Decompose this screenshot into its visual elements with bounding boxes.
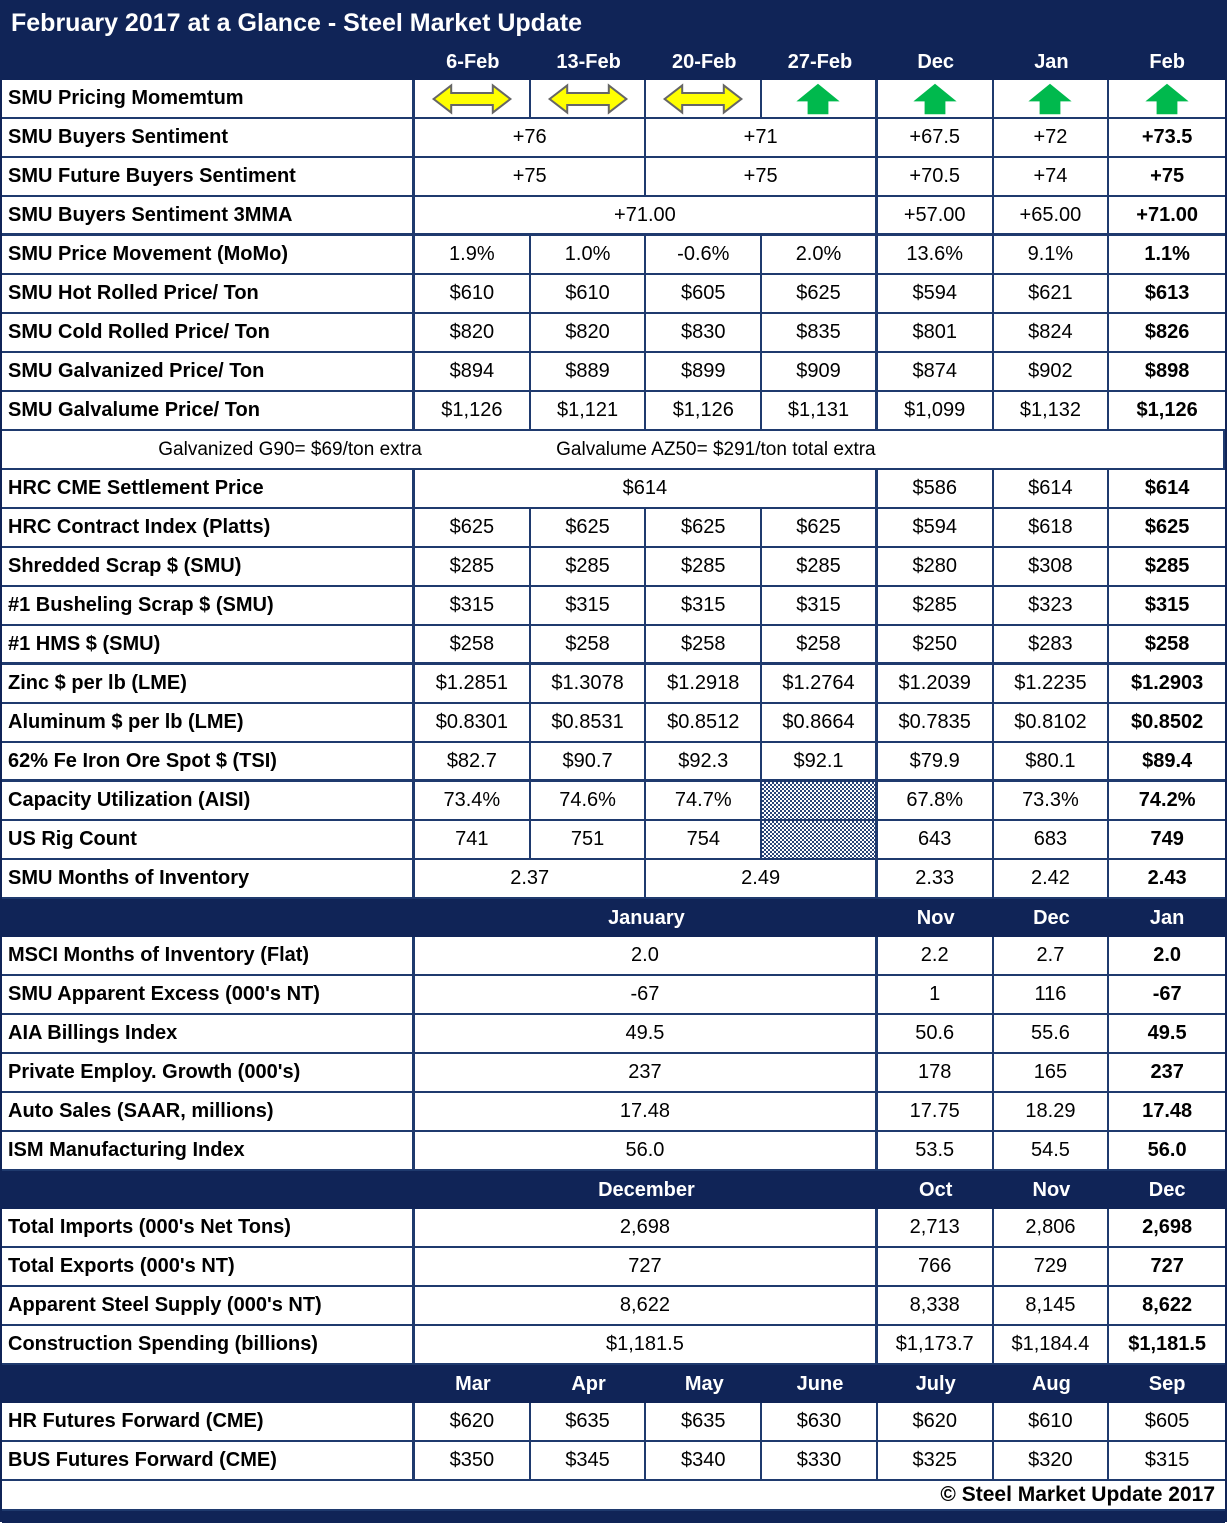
shredded-scrap-value-1: $285 bbox=[531, 548, 647, 587]
smu-galvanized-price-value-0: $894 bbox=[415, 353, 531, 392]
row-label-smu-cold-rolled-price: SMU Cold Rolled Price/ Ton bbox=[2, 314, 415, 353]
smu-price-movement-value-0: 1.9% bbox=[415, 236, 531, 275]
shredded-scrap-value-4: $280 bbox=[878, 548, 994, 587]
msci-months-of-inventory-value-3: 2.0 bbox=[1109, 937, 1225, 976]
hrc-contract-index bbox=[2, 509, 1225, 548]
hrc-contract-index-value-2: $625 bbox=[646, 509, 762, 548]
auto-sales-value-0: 17.48 bbox=[415, 1093, 878, 1132]
busheling-scrap-value-0: $315 bbox=[415, 587, 531, 626]
aluminum-lme-value-5: $0.8102 bbox=[994, 704, 1110, 743]
smu-galvalume-price-value-2: $1,126 bbox=[646, 392, 762, 431]
smu-cold-rolled-price-value-3: $835 bbox=[762, 314, 878, 353]
smu-galvalume-price-value-1: $1,121 bbox=[531, 392, 647, 431]
smu-hot-rolled-price-value-6: $613 bbox=[1109, 275, 1225, 314]
zinc-lme-value-5: $1.2235 bbox=[994, 665, 1110, 704]
smu-buyers-sentiment-value-1: +71 bbox=[646, 119, 877, 158]
futures-month-header bbox=[2, 1365, 1225, 1403]
bus-futures-forward-value-5: $320 bbox=[994, 1442, 1110, 1481]
row-label-auto-sales: Auto Sales (SAAR, millions) bbox=[2, 1093, 415, 1132]
us-rig-count-value-2: 754 bbox=[646, 821, 762, 860]
hms-scrap-value-4: $250 bbox=[878, 626, 994, 665]
row-label-smu-apparent-excess: SMU Apparent Excess (000's NT) bbox=[2, 976, 415, 1015]
us-rig-count-value-5: 683 bbox=[994, 821, 1110, 860]
momentum-cell-6 bbox=[1109, 80, 1225, 119]
row-label-construction-spending: Construction Spending (billions) bbox=[2, 1326, 415, 1365]
smu-price-movement-value-1: 1.0% bbox=[531, 236, 647, 275]
row-label-hms-scrap: #1 HMS $ (SMU) bbox=[2, 626, 415, 665]
smu-price-movement-value-5: 9.1% bbox=[994, 236, 1110, 275]
aia-billings-index-value-2: 55.6 bbox=[994, 1015, 1110, 1054]
bus-futures-forward-value-6: $315 bbox=[1109, 1442, 1225, 1481]
msci-months-of-inventory-value-0: 2.0 bbox=[415, 937, 878, 976]
row-label-total-imports: Total Imports (000's Net Tons) bbox=[2, 1209, 415, 1248]
row-label-ism-manufacturing-index: ISM Manufacturing Index bbox=[2, 1132, 415, 1171]
smu-buyers-sentiment-value-0: +76 bbox=[415, 119, 646, 158]
total-exports-value-3: 727 bbox=[1109, 1248, 1225, 1287]
private-employment-growth-value-1: 178 bbox=[878, 1054, 994, 1093]
futures-month-header-cell-0 bbox=[2, 1365, 415, 1403]
us-rig-count-value-4: 643 bbox=[878, 821, 994, 860]
smu-buyers-sentiment-3mma-value-3: +71.00 bbox=[1109, 197, 1225, 236]
aia-billings-index-value-3: 49.5 bbox=[1109, 1015, 1225, 1054]
smu-hot-rolled-price-value-3: $625 bbox=[762, 275, 878, 314]
smu-apparent-excess-value-3: -67 bbox=[1109, 976, 1225, 1015]
hms-scrap bbox=[2, 626, 1225, 665]
construction-spending-value-1: $1,173.7 bbox=[878, 1326, 994, 1365]
row-label-bus-futures-forward: BUS Futures Forward (CME) bbox=[2, 1442, 415, 1481]
private-employment-growth-value-0: 237 bbox=[415, 1054, 878, 1093]
smu-galvalume-price bbox=[2, 392, 1225, 431]
column-header-weekly-cell-1: 6-Feb bbox=[415, 44, 531, 80]
auto-sales-value-3: 17.48 bbox=[1109, 1093, 1225, 1132]
auto-sales bbox=[2, 1093, 1225, 1132]
january-section-header-cell-2: Nov bbox=[878, 899, 994, 937]
smu-future-buyers-sentiment-value-3: +74 bbox=[994, 158, 1110, 197]
bus-futures-forward-value-1: $345 bbox=[531, 1442, 647, 1481]
hr-futures-forward bbox=[2, 1403, 1225, 1442]
smu-buyers-sentiment-3mma-value-0: +71.00 bbox=[415, 197, 878, 236]
busheling-scrap-value-6: $315 bbox=[1109, 587, 1225, 626]
smu-hot-rolled-price-value-0: $610 bbox=[415, 275, 531, 314]
capacity-utilization bbox=[2, 782, 1225, 821]
smu-future-buyers-sentiment-value-4: +75 bbox=[1109, 158, 1225, 197]
column-header-weekly-cell-2: 13-Feb bbox=[531, 44, 647, 80]
smu-galvalume-price-value-3: $1,131 bbox=[762, 392, 878, 431]
row-label-aia-billings-index: AIA Billings Index bbox=[2, 1015, 415, 1054]
total-imports-value-2: 2,806 bbox=[994, 1209, 1110, 1248]
total-imports-value-0: 2,698 bbox=[415, 1209, 878, 1248]
row-label-capacity-utilization: Capacity Utilization (AISI) bbox=[2, 782, 415, 821]
extras-note bbox=[2, 431, 1225, 470]
aluminum-lme-value-6: $0.8502 bbox=[1109, 704, 1225, 743]
total-exports-value-2: 729 bbox=[994, 1248, 1110, 1287]
hrc-cme-settlement-price-value-3: $614 bbox=[1109, 470, 1225, 509]
january-section-header-cell-0 bbox=[2, 899, 415, 937]
table-rows bbox=[2, 44, 1225, 1511]
column-header-weekly bbox=[2, 44, 1225, 80]
zinc-lme bbox=[2, 665, 1225, 704]
total-imports-value-1: 2,713 bbox=[878, 1209, 994, 1248]
smu-galvanized-price-value-5: $902 bbox=[994, 353, 1110, 392]
up-arrow-icon bbox=[1141, 83, 1193, 115]
row-label-smu-buyers-sentiment: SMU Buyers Sentiment bbox=[2, 119, 415, 158]
left-right-arrow-icon bbox=[661, 83, 745, 115]
left-right-arrow-icon bbox=[546, 83, 630, 115]
futures-month-header-cell-5: July bbox=[878, 1365, 994, 1403]
smu-months-of-inventory-value-4: 2.43 bbox=[1109, 860, 1225, 899]
apparent-steel-supply-value-2: 8,145 bbox=[994, 1287, 1110, 1326]
december-section-header-cell-4: Dec bbox=[1109, 1171, 1225, 1209]
shredded-scrap-value-2: $285 bbox=[646, 548, 762, 587]
row-label-hrc-cme-settlement-price: HRC CME Settlement Price bbox=[2, 470, 415, 509]
smu-months-of-inventory-value-0: 2.37 bbox=[415, 860, 646, 899]
aluminum-lme-value-0: $0.8301 bbox=[415, 704, 531, 743]
row-label-total-exports: Total Exports (000's NT) bbox=[2, 1248, 415, 1287]
iron-ore-spot-value-1: $90.7 bbox=[531, 743, 647, 782]
smu-cold-rolled-price-value-4: $801 bbox=[878, 314, 994, 353]
aluminum-lme-value-1: $0.8531 bbox=[531, 704, 647, 743]
smu-cold-rolled-price-value-2: $830 bbox=[646, 314, 762, 353]
private-employment-growth-value-2: 165 bbox=[994, 1054, 1110, 1093]
hr-futures-forward-value-3: $630 bbox=[762, 1403, 878, 1442]
ism-manufacturing-index-value-1: 53.5 bbox=[878, 1132, 994, 1171]
row-label-msci-months-of-inventory: MSCI Months of Inventory (Flat) bbox=[2, 937, 415, 976]
ism-manufacturing-index-value-0: 56.0 bbox=[415, 1132, 878, 1171]
us-rig-count bbox=[2, 821, 1225, 860]
row-label-smu-galvalume-price: SMU Galvalume Price/ Ton bbox=[2, 392, 415, 431]
iron-ore-spot-value-0: $82.7 bbox=[415, 743, 531, 782]
hms-scrap-value-1: $258 bbox=[531, 626, 647, 665]
ism-manufacturing-index-value-2: 54.5 bbox=[994, 1132, 1110, 1171]
row-label-smu-buyers-sentiment-3mma: SMU Buyers Sentiment 3MMA bbox=[2, 197, 415, 236]
smu-future-buyers-sentiment-value-1: +75 bbox=[646, 158, 877, 197]
up-arrow-icon bbox=[909, 83, 961, 115]
msci-months-of-inventory-value-2: 2.7 bbox=[994, 937, 1110, 976]
futures-month-header-cell-1: Mar bbox=[415, 1365, 531, 1403]
momentum-cell-0 bbox=[415, 80, 531, 119]
column-header-weekly-cell-5: Dec bbox=[878, 44, 994, 80]
smu-galvalume-price-value-0: $1,126 bbox=[415, 392, 531, 431]
row-label-smu-hot-rolled-price: SMU Hot Rolled Price/ Ton bbox=[2, 275, 415, 314]
bus-futures-forward-value-0: $350 bbox=[415, 1442, 531, 1481]
note-cell bbox=[2, 431, 1225, 470]
total-exports-value-1: 766 bbox=[878, 1248, 994, 1287]
smu-months-of-inventory-value-3: 2.42 bbox=[994, 860, 1110, 899]
hms-scrap-value-6: $258 bbox=[1109, 626, 1225, 665]
construction-spending-value-2: $1,184.4 bbox=[994, 1326, 1110, 1365]
us-rig-count-value-0: 741 bbox=[415, 821, 531, 860]
aia-billings-index bbox=[2, 1015, 1225, 1054]
smu-galvalume-price-value-6: $1,126 bbox=[1109, 392, 1225, 431]
smu-future-buyers-sentiment-value-0: +75 bbox=[415, 158, 646, 197]
zinc-lme-value-2: $1.2918 bbox=[646, 665, 762, 704]
row-label-smu-pricing-momentum: SMU Pricing Momemtum bbox=[2, 80, 415, 119]
futures-month-header-cell-3: May bbox=[646, 1365, 762, 1403]
smu-hot-rolled-price-value-4: $594 bbox=[878, 275, 994, 314]
column-header-weekly-cell-4: 27-Feb bbox=[762, 44, 878, 80]
apparent-steel-supply-value-0: 8,622 bbox=[415, 1287, 878, 1326]
smu-price-movement-value-4: 13.6% bbox=[878, 236, 994, 275]
futures-month-header-cell-4: June bbox=[762, 1365, 878, 1403]
ism-manufacturing-index bbox=[2, 1132, 1225, 1171]
page-title: February 2017 at a Glance - Steel Market Update bbox=[2, 0, 1225, 44]
row-label-hrc-contract-index: HRC Contract Index (Platts) bbox=[2, 509, 415, 548]
construction-spending bbox=[2, 1326, 1225, 1365]
december-section-header bbox=[2, 1171, 1225, 1209]
construction-spending-value-0: $1,181.5 bbox=[415, 1326, 878, 1365]
smu-cold-rolled-price-value-6: $826 bbox=[1109, 314, 1225, 353]
hrc-contract-index-value-1: $625 bbox=[531, 509, 647, 548]
busheling-scrap-value-5: $323 bbox=[994, 587, 1110, 626]
iron-ore-spot bbox=[2, 743, 1225, 782]
iron-ore-spot-value-6: $89.4 bbox=[1109, 743, 1225, 782]
momentum-cell-1 bbox=[531, 80, 647, 119]
smu-buyers-sentiment-value-2: +67.5 bbox=[878, 119, 994, 158]
smu-galvanized-price bbox=[2, 353, 1225, 392]
aia-billings-index-value-0: 49.5 bbox=[415, 1015, 878, 1054]
momentum-cell-2 bbox=[646, 80, 762, 119]
smu-hot-rolled-price-value-5: $621 bbox=[994, 275, 1110, 314]
december-section-header-cell-1: December bbox=[415, 1171, 878, 1209]
smu-price-movement-value-2: -0.6% bbox=[646, 236, 762, 275]
row-label-zinc-lme: Zinc $ per lb (LME) bbox=[2, 665, 415, 704]
smu-galvanized-price-value-4: $874 bbox=[878, 353, 994, 392]
smu-apparent-excess bbox=[2, 976, 1225, 1015]
total-exports bbox=[2, 1248, 1225, 1287]
hrc-cme-settlement-price-value-2: $614 bbox=[994, 470, 1110, 509]
december-section-header-cell-3: Nov bbox=[994, 1171, 1110, 1209]
smu-apparent-excess-value-2: 116 bbox=[994, 976, 1110, 1015]
hr-futures-forward-value-4: $620 bbox=[878, 1403, 994, 1442]
total-exports-value-0: 727 bbox=[415, 1248, 878, 1287]
hrc-contract-index-value-4: $594 bbox=[878, 509, 994, 548]
hr-futures-forward-value-0: $620 bbox=[415, 1403, 531, 1442]
capacity-utilization-value-1: 74.6% bbox=[531, 782, 647, 821]
busheling-scrap-value-2: $315 bbox=[646, 587, 762, 626]
iron-ore-spot-value-2: $92.3 bbox=[646, 743, 762, 782]
december-section-header-cell-0 bbox=[2, 1171, 415, 1209]
column-header-weekly-cell-0 bbox=[2, 44, 415, 80]
construction-spending-value-3: $1,181.5 bbox=[1109, 1326, 1225, 1365]
smu-apparent-excess-value-1: 1 bbox=[878, 976, 994, 1015]
hrc-contract-index-value-3: $625 bbox=[762, 509, 878, 548]
busheling-scrap-value-1: $315 bbox=[531, 587, 647, 626]
row-label-aluminum-lme: Aluminum $ per lb (LME) bbox=[2, 704, 415, 743]
row-label-smu-galvanized-price: SMU Galvanized Price/ Ton bbox=[2, 353, 415, 392]
zinc-lme-value-4: $1.2039 bbox=[878, 665, 994, 704]
capacity-utilization-value-6: 74.2% bbox=[1109, 782, 1225, 821]
row-label-apparent-steel-supply: Apparent Steel Supply (000's NT) bbox=[2, 1287, 415, 1326]
aia-billings-index-value-1: 50.6 bbox=[878, 1015, 994, 1054]
us-rig-count-value-3 bbox=[762, 821, 878, 860]
aluminum-lme-value-3: $0.8664 bbox=[762, 704, 878, 743]
private-employment-growth bbox=[2, 1054, 1225, 1093]
row-label-shredded-scrap: Shredded Scrap $ (SMU) bbox=[2, 548, 415, 587]
up-arrow-icon bbox=[792, 83, 844, 115]
shredded-scrap-value-3: $285 bbox=[762, 548, 878, 587]
hr-futures-forward-value-6: $605 bbox=[1109, 1403, 1225, 1442]
aluminum-lme-value-2: $0.8512 bbox=[646, 704, 762, 743]
row-label-iron-ore-spot: 62% Fe Iron Ore Spot $ (TSI) bbox=[2, 743, 415, 782]
column-header-weekly-cell-7: Feb bbox=[1109, 44, 1225, 80]
capacity-utilization-value-4: 67.8% bbox=[878, 782, 994, 821]
aluminum-lme-value-4: $0.7835 bbox=[878, 704, 994, 743]
bus-futures-forward bbox=[2, 1442, 1225, 1481]
capacity-utilization-value-0: 73.4% bbox=[415, 782, 531, 821]
shredded-scrap bbox=[2, 548, 1225, 587]
smu-galvanized-price-value-1: $889 bbox=[531, 353, 647, 392]
row-label-hr-futures-forward: HR Futures Forward (CME) bbox=[2, 1403, 415, 1442]
apparent-steel-supply-value-1: 8,338 bbox=[878, 1287, 994, 1326]
smu-pricing-momentum bbox=[2, 80, 1225, 119]
row-label-smu-price-movement: SMU Price Movement (MoMo) bbox=[2, 236, 415, 275]
futures-month-header-cell-7: Sep bbox=[1109, 1365, 1225, 1403]
bus-futures-forward-value-4: $325 bbox=[878, 1442, 994, 1481]
aluminum-lme bbox=[2, 704, 1225, 743]
hms-scrap-value-0: $258 bbox=[415, 626, 531, 665]
smu-galvanized-price-value-2: $899 bbox=[646, 353, 762, 392]
smu-galvanized-price-value-6: $898 bbox=[1109, 353, 1225, 392]
momentum-cell-5 bbox=[994, 80, 1110, 119]
iron-ore-spot-value-3: $92.1 bbox=[762, 743, 878, 782]
copyright-text: © Steel Market Update 2017 bbox=[2, 1481, 1225, 1511]
smu-hot-rolled-price-value-1: $610 bbox=[531, 275, 647, 314]
smu-buyers-sentiment-3mma bbox=[2, 197, 1225, 236]
shredded-scrap-value-5: $308 bbox=[994, 548, 1110, 587]
momentum-cell-3 bbox=[762, 80, 878, 119]
futures-month-header-cell-2: Apr bbox=[531, 1365, 647, 1403]
us-rig-count-value-1: 751 bbox=[531, 821, 647, 860]
smu-buyers-sentiment-3mma-value-2: +65.00 bbox=[994, 197, 1110, 236]
smu-price-movement-value-6: 1.1% bbox=[1109, 236, 1225, 275]
bus-futures-forward-value-3: $330 bbox=[762, 1442, 878, 1481]
smu-galvanized-price-value-3: $909 bbox=[762, 353, 878, 392]
zinc-lme-value-0: $1.2851 bbox=[415, 665, 531, 704]
msci-months-of-inventory bbox=[2, 937, 1225, 976]
capacity-utilization-value-2: 74.7% bbox=[646, 782, 762, 821]
total-imports-value-3: 2,698 bbox=[1109, 1209, 1225, 1248]
smu-buyers-sentiment-3mma-value-1: +57.00 bbox=[878, 197, 994, 236]
momentum-cell-4 bbox=[878, 80, 994, 119]
iron-ore-spot-value-5: $80.1 bbox=[994, 743, 1110, 782]
smu-future-buyers-sentiment-value-2: +70.5 bbox=[878, 158, 994, 197]
january-section-header bbox=[2, 899, 1225, 937]
zinc-lme-value-6: $1.2903 bbox=[1109, 665, 1225, 704]
hr-futures-forward-value-5: $610 bbox=[994, 1403, 1110, 1442]
row-label-us-rig-count: US Rig Count bbox=[2, 821, 415, 860]
total-imports bbox=[2, 1209, 1225, 1248]
private-employment-growth-value-3: 237 bbox=[1109, 1054, 1225, 1093]
january-section-header-cell-3: Dec bbox=[994, 899, 1110, 937]
ism-manufacturing-index-value-3: 56.0 bbox=[1109, 1132, 1225, 1171]
auto-sales-value-2: 18.29 bbox=[994, 1093, 1110, 1132]
smu-cold-rolled-price-value-0: $820 bbox=[415, 314, 531, 353]
msci-months-of-inventory-value-1: 2.2 bbox=[878, 937, 994, 976]
column-header-weekly-cell-6: Jan bbox=[994, 44, 1110, 80]
hms-scrap-value-3: $258 bbox=[762, 626, 878, 665]
bottom-strip bbox=[2, 1511, 1225, 1523]
row-label-smu-months-of-inventory: SMU Months of Inventory bbox=[2, 860, 415, 899]
row-label-smu-future-buyers-sentiment: SMU Future Buyers Sentiment bbox=[2, 158, 415, 197]
smu-apparent-excess-value-0: -67 bbox=[415, 976, 878, 1015]
hrc-cme-settlement-price-value-0: $614 bbox=[415, 470, 878, 509]
zinc-lme-value-1: $1.3078 bbox=[531, 665, 647, 704]
hms-scrap-value-2: $258 bbox=[646, 626, 762, 665]
smu-buyers-sentiment-value-3: +72 bbox=[994, 119, 1110, 158]
january-section-header-cell-1: January bbox=[415, 899, 878, 937]
hr-futures-forward-value-2: $635 bbox=[646, 1403, 762, 1442]
zinc-lme-value-3: $1.2764 bbox=[762, 665, 878, 704]
smu-buyers-sentiment bbox=[2, 119, 1225, 158]
smu-months-of-inventory-value-1: 2.49 bbox=[646, 860, 877, 899]
iron-ore-spot-value-4: $79.9 bbox=[878, 743, 994, 782]
smu-cold-rolled-price bbox=[2, 314, 1225, 353]
smu-galvalume-price-value-5: $1,132 bbox=[994, 392, 1110, 431]
left-right-arrow-icon bbox=[430, 83, 514, 115]
row-label-busheling-scrap: #1 Busheling Scrap $ (SMU) bbox=[2, 587, 415, 626]
busheling-scrap bbox=[2, 587, 1225, 626]
smu-hot-rolled-price bbox=[2, 275, 1225, 314]
hr-futures-forward-value-1: $635 bbox=[531, 1403, 647, 1442]
hrc-contract-index-value-6: $625 bbox=[1109, 509, 1225, 548]
smu-buyers-sentiment-value-4: +73.5 bbox=[1109, 119, 1225, 158]
december-section-header-cell-2: Oct bbox=[878, 1171, 994, 1209]
shredded-scrap-value-6: $285 bbox=[1109, 548, 1225, 587]
hrc-cme-settlement-price-value-1: $586 bbox=[878, 470, 994, 509]
capacity-utilization-value-5: 73.3% bbox=[994, 782, 1110, 821]
futures-month-header-cell-6: Aug bbox=[994, 1365, 1110, 1403]
apparent-steel-supply-value-3: 8,622 bbox=[1109, 1287, 1225, 1326]
auto-sales-value-1: 17.75 bbox=[878, 1093, 994, 1132]
hrc-cme-settlement-price bbox=[2, 470, 1225, 509]
busheling-scrap-value-3: $315 bbox=[762, 587, 878, 626]
smu-galvalume-price-value-4: $1,099 bbox=[878, 392, 994, 431]
january-section-header-cell-4: Jan bbox=[1109, 899, 1225, 937]
capacity-utilization-value-3 bbox=[762, 782, 878, 821]
note-galvanized-extra: Galvanized G90= $69/ton extra bbox=[158, 438, 422, 460]
smu-price-movement-value-3: 2.0% bbox=[762, 236, 878, 275]
row-label-private-employment-growth: Private Employ. Growth (000's) bbox=[2, 1054, 415, 1093]
smu-months-of-inventory bbox=[2, 860, 1225, 899]
bus-futures-forward-value-2: $340 bbox=[646, 1442, 762, 1481]
smu-price-movement bbox=[2, 236, 1225, 275]
column-header-weekly-cell-3: 20-Feb bbox=[646, 44, 762, 80]
apparent-steel-supply bbox=[2, 1287, 1225, 1326]
hrc-contract-index-value-5: $618 bbox=[994, 509, 1110, 548]
hrc-contract-index-value-0: $625 bbox=[415, 509, 531, 548]
smu-future-buyers-sentiment bbox=[2, 158, 1225, 197]
shredded-scrap-value-0: $285 bbox=[415, 548, 531, 587]
hms-scrap-value-5: $283 bbox=[994, 626, 1110, 665]
up-arrow-icon bbox=[1024, 83, 1076, 115]
copyright-footer bbox=[2, 1481, 1225, 1511]
us-rig-count-value-6: 749 bbox=[1109, 821, 1225, 860]
smu-hot-rolled-price-value-2: $605 bbox=[646, 275, 762, 314]
smu-cold-rolled-price-value-1: $820 bbox=[531, 314, 647, 353]
smu-cold-rolled-price-value-5: $824 bbox=[994, 314, 1110, 353]
note-galvalume-extra: Galvalume AZ50= $291/ton total extra bbox=[556, 438, 876, 460]
smu-months-of-inventory-value-2: 2.33 bbox=[878, 860, 994, 899]
busheling-scrap-value-4: $285 bbox=[878, 587, 994, 626]
